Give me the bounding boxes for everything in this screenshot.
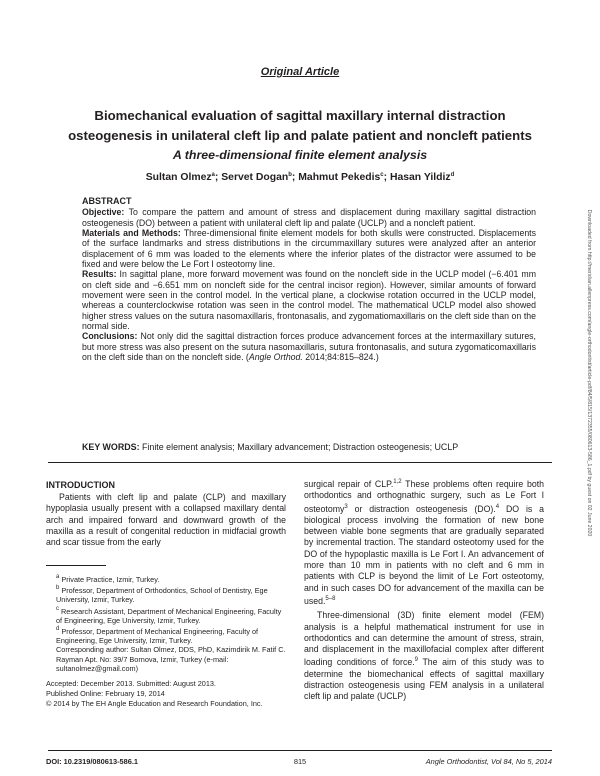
right-paragraph-2 xyxy=(304,610,544,702)
author-name: Sultan Olmez xyxy=(145,172,212,183)
intro-paragraph xyxy=(46,492,286,548)
objective-label: Objective: xyxy=(82,207,125,218)
footnotes xyxy=(46,573,286,709)
author-superscript: d xyxy=(450,172,455,178)
section-label: Original Article xyxy=(260,66,340,78)
citation-journal: Angle Orthod. xyxy=(248,352,303,363)
affiliation xyxy=(56,584,286,604)
body-text: Three-dimensional (3D) finite element model (FEM) analysis is a helpful mathematical instrument for use in orthodontics and can determine the amount of stress, strain, and displacement in the maxillofacial complex after different loading conditions of force. xyxy=(304,610,544,668)
author-name: Hasan Yildiz xyxy=(389,172,451,183)
intro-heading: INTRODUCTION xyxy=(46,480,115,490)
abstract-methods xyxy=(82,228,536,269)
body-text: The aim of this study was to determine the biomechanical effects of sagittal maxillary distraction osteogenesis using FEM analysis in a unilateral cleft lip and palate (UCLP) xyxy=(304,657,544,702)
citation-ref: 5–8 xyxy=(325,595,336,602)
affiliation-superscript: c xyxy=(56,605,59,612)
affiliation xyxy=(56,625,286,645)
accepted-date: Accepted: December 2013. Submitted: August 2013. xyxy=(46,679,216,689)
right-paragraph-1 xyxy=(304,477,544,607)
methods-text: Three-dimensional finite element models for both skulls were constructed. Displacements of the surface landmarks and stress distributions in the circummaxillary sutures were analyzed after an anterior displacement of 6 mm was loaded to the elements where the inferior plates of the distractor were assumed to be fixed and were below the Le Fort I osteotomy line. xyxy=(82,228,536,270)
download-watermark-text: Downloaded from http://meridian.allenpress.com/angle-orthodontist/article-pdf/84/5/815/1372355/080613-586_1.pdf by guest on 02 June 2020 xyxy=(586,209,592,537)
body-text: DO is a biological process involving the formation of new bone between viable bone segments that are gradually separated by incremental traction. The standard osteotomy used for the DO of the hypoplastic maxilla is Le Fort I. An advancement of more than 10 mm in patients with no cleft and 6 mm in patients with CLP is beyond the limit of Le Fort osteotomy, and in such cases DO for advancement of the maxilla can be used. xyxy=(304,503,544,606)
footnote-divider xyxy=(46,565,106,566)
abstract-conclusions: Conclusions: Not only did the sagittal distraction forces produce advancement forces at the intermaxillary sutures, but more stress was also present on the sutura nasomaxillaris, sutura frontonasalis, and sutura zygomaticomaxillaris on the cleft side than on the noncleft side. (Angle Orthod. 2014;84:815–824.) xyxy=(82,331,536,363)
methods-label: Materials and Methods: xyxy=(82,228,181,239)
author-list: Sultan Olmez$^a$; Servet Dogan$^b$; Mahmut Pekedis$^c$; Hasan Yildiz$^d$ xyxy=(145,172,455,183)
affiliation xyxy=(56,605,286,625)
download-watermark xyxy=(584,178,594,568)
keywords xyxy=(82,442,536,452)
intro-text: Patients with cleft lip and palate (CLP) and maxillary hypoplasia usually present with a collapsed maxillary dental arch and impaired forward and downward growth of the maxilla as a result of congenital reduction in midfacial growth and scar tissue from the early xyxy=(46,492,286,548)
conclusions-text: Not only did the sagittal distraction forces produce advancement forces at the intermaxillary sutures, but more stress was also present on the sutura nasomaxillaris, sutura frontonasalis, and sutura zygomaticomaxillaris on the cleft side than on the noncleft side. xyxy=(82,331,536,363)
footer-page-number: 815 xyxy=(293,757,307,766)
section-divider xyxy=(48,462,552,463)
citation-details: 2014;84:815–824.) xyxy=(302,352,379,363)
affiliation xyxy=(56,573,286,584)
results-text: In sagittal plane, more forward movement was found on the noncleft side in the UCLP model (−6.401 mm on cleft side and −6.651 mm on noncleft side for the central incisor region). However, similar amounts of forward movement were seen in the control model. In the vertical plane, a clockwise rotation occurred in the UCLP model, whereas a counterclockwise rotation was seen in the control model. The mathematical UCLP model also showed higher stress values on the sutura nasomaxillaris, frontonasalis, and zygomatiomaxillaris on the cleft side than on the normal side. xyxy=(82,269,537,332)
body-text: or distraction osteogenesis (DO). xyxy=(347,503,496,514)
author-superscript: b xyxy=(288,172,292,178)
abstract-heading: ABSTRACT xyxy=(82,196,132,206)
keywords-text: Finite element analysis; Maxillary advancement; Distraction osteogenesis; UCLP xyxy=(142,442,459,452)
citation-ref: 9 xyxy=(414,657,418,664)
article-title: Biomechanical evaluation of sagittal maxillary internal distraction osteogenesis in unilateral cleft lip and palate patient and noncleft patients xyxy=(68,108,532,143)
affiliation-superscript: b xyxy=(56,585,60,592)
footer-journal: Angle Orthodontist, Vol 84, No 5, 2014 xyxy=(425,757,552,766)
affiliation-superscript: a xyxy=(56,574,60,580)
right-column xyxy=(304,477,544,703)
author-superscript: a xyxy=(211,172,215,178)
citation-ref: 1,2 xyxy=(393,479,402,485)
abstract-results xyxy=(82,269,536,331)
abstract xyxy=(82,196,536,363)
keywords-label: KEY WORDS: xyxy=(82,442,140,452)
conclusions-label: Conclusions: xyxy=(82,331,138,342)
affiliation-text: Private Practice, Izmir, Turkey. xyxy=(61,575,160,584)
body-text: These problems often require both orthodontics and orthognathic surgery, such as Le Fort I osteotomy xyxy=(304,479,545,514)
author-superscript: c xyxy=(380,172,384,178)
affiliation-superscript: d xyxy=(56,626,60,633)
doi-text: DOI: 10.2319/080613-586.1 xyxy=(46,757,139,766)
correspondence: Corresponding author: Sultan Olmez, DDS, PhD, Kazimdirik M. Fatif C. Rayman Apt. No: 39/7 Bornova, Izmir, Turkey (e-mail: sultanolmez@gmail.com) xyxy=(56,645,286,673)
affiliation-text: Professor, Department of Orthodontics, School of Dentistry, Ege University, Izmir, Turkey. xyxy=(56,586,268,605)
copyright: © 2014 by The EH Angle Education and Research Foundation, Inc. xyxy=(46,699,263,709)
affiliation-text: Professor, Department of Mechanical Engineering, Faculty of Engineering, Ege University, Izmir, Turkey. xyxy=(56,627,259,646)
author-name: Mahmut Pekedis xyxy=(298,172,381,183)
abstract-objective xyxy=(82,207,536,228)
citation-ref: 4 xyxy=(495,503,500,510)
citation-ref: 3 xyxy=(344,503,348,510)
published-date: Published Online: February 19, 2014 xyxy=(46,689,165,699)
results-label: Results: xyxy=(82,269,117,280)
affiliation-text: Research Assistant, Department of Mechanical Engineering, Faculty of Engineering, Ege University, Izmir, Turkey. xyxy=(56,606,282,625)
article-subtitle: A three-dimensional finite element analysis xyxy=(172,148,428,162)
footer-divider xyxy=(48,750,552,751)
author-name: Servet Dogan xyxy=(221,172,289,183)
body-text: surgical repair of CLP. xyxy=(304,479,394,489)
objective-text: To compare the pattern and amount of stress and displacement during maxillary sagittal distraction osteogenesis (DO) between a patient with unilateral cleft lip and palate (UCLP) and a noncleft patient. xyxy=(82,207,536,228)
